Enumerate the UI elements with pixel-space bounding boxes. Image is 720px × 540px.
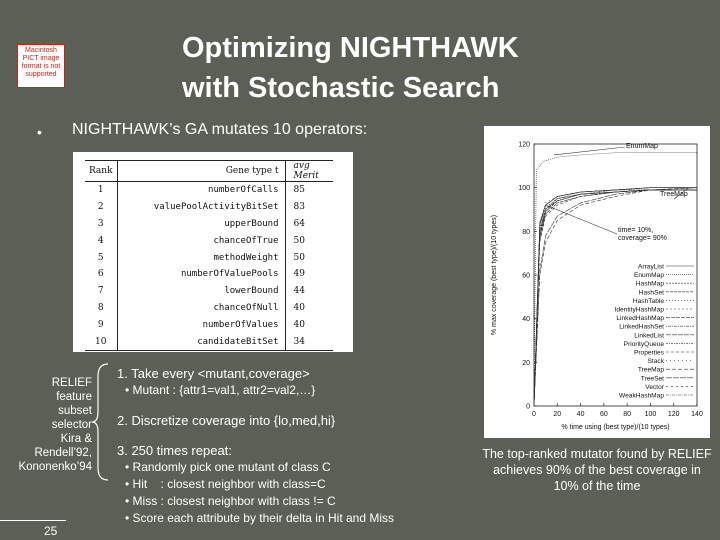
legend-entry: Properties [633, 349, 664, 357]
gene-type-cell: upperBound [117, 215, 285, 232]
legend-entry: LinkedList [634, 332, 664, 340]
coverage-chart [484, 126, 710, 438]
series-line [534, 188, 697, 406]
step-3-sub: • Hit : closest neighbor with class=C [125, 477, 326, 491]
legend-entry: WeakHashMap [619, 392, 664, 400]
relief-note [8, 376, 92, 474]
annotation-arrow-enummap [554, 147, 625, 155]
table-header-row [85, 161, 333, 182]
y-tick-label: 100 [518, 185, 530, 193]
avg-merit-cell: 40 [293, 303, 305, 314]
legend-entry: HashMap [635, 280, 664, 288]
series-line [534, 190, 697, 406]
gene-type-cell: methodWeight [117, 249, 285, 266]
coverage-chart-svg [484, 126, 710, 438]
step-3-sub: • Score each attribute by their delta in Hit and Miss [125, 511, 394, 525]
gene-type-cell: numberOfCalls [117, 182, 285, 199]
rank-cell: 8 [85, 300, 117, 317]
operator-table [85, 160, 333, 351]
series-line [534, 188, 697, 406]
page-number: 25 [44, 524, 58, 538]
table-body [85, 182, 333, 351]
step-1-sub: • Mutant : {attr1=val1, attr2=val2,…} [125, 383, 316, 397]
y-tick-label: 0 [526, 403, 530, 411]
relief-note-line: RELIEF [51, 377, 92, 389]
series-line [534, 188, 697, 406]
series-line [534, 188, 697, 406]
legend-entry: HashSet [638, 289, 664, 297]
x-tick-label: 140 [691, 411, 703, 418]
y-tick-label: 20 [522, 359, 530, 367]
x-tick-label: 80 [623, 411, 632, 418]
legend-entry: LinkedHashSet [619, 323, 664, 331]
y-tick-label: 40 [522, 316, 530, 324]
rank-cell: 4 [85, 232, 117, 249]
legend-entry: ArrayList [637, 263, 664, 271]
step-3-sub: • Randomly pick one mutant of class C [125, 460, 331, 474]
table-row [85, 334, 333, 351]
legend-entry: TreeSet [640, 375, 664, 383]
annotation-arrow-time [546, 205, 617, 234]
steps-list [117, 366, 477, 527]
rank-cell: 7 [85, 283, 117, 300]
table-row [85, 266, 333, 283]
series-line [534, 190, 697, 406]
y-tick-label: 120 [518, 141, 530, 149]
annotation-enummap: EnumMap [626, 143, 658, 150]
avg-merit-cell: 40 [293, 320, 305, 331]
x-tick-label: 40 [576, 411, 585, 418]
annotation-time: time= 10%, [618, 227, 654, 234]
x-axis-label: % time using (best type)/(10 types) [561, 424, 670, 431]
legend-entry: HashTable [632, 297, 664, 305]
annotation-coverage: coverage= 90% [618, 235, 667, 242]
gene-type-cell: chanceOfTrue [117, 232, 285, 249]
series-line [534, 188, 697, 406]
x-tick-label: 120 [667, 411, 680, 418]
operator-table-image [73, 152, 353, 352]
step-2: 2. Discretize coverage into {lo,med,hi} [117, 413, 336, 428]
table-row [85, 198, 333, 215]
step-1: 1. Take every <mutant,coverage> [117, 366, 310, 381]
series-line [534, 190, 697, 406]
x-tick-label: 60 [599, 411, 608, 418]
legend-entry: TreeMap [637, 366, 664, 374]
legend-entry: LinkedHashMap [616, 315, 664, 323]
series-line [534, 188, 697, 406]
header-gene-type: Gene type t [117, 161, 285, 182]
series-line [534, 188, 697, 406]
legend-entry: PriorityQueue [623, 340, 664, 348]
relief-note-line: feature [56, 391, 92, 403]
relief-note-line: selector [51, 419, 92, 431]
slide-title [182, 28, 602, 108]
rank-cell: 6 [85, 266, 117, 283]
bullet-text: NIGHTHAWK’s GA mutates 10 operators: [72, 121, 368, 138]
relief-note-line: Rendell’92, [34, 447, 92, 459]
avg-merit-cell: 50 [293, 252, 305, 263]
gene-type-cell: valuePoolActivityBitSet [117, 198, 285, 215]
y-axis-label: % max coverage (best type)/(10 types) [491, 214, 498, 336]
chart-caption: The top-ranked mutator found by RELIEF achieves 90% of the best coverage in 10% of the time [482, 447, 712, 493]
series-line [534, 190, 697, 406]
rank-cell: 2 [85, 198, 117, 215]
left-brace-icon [90, 362, 112, 482]
bullet-marker: • [37, 124, 42, 140]
rank-cell: 3 [85, 215, 117, 232]
y-tick-label: 60 [522, 272, 530, 280]
rank-cell: 5 [85, 249, 117, 266]
table-row [85, 182, 333, 199]
avg-merit-cell: 85 [293, 185, 305, 196]
table-row [85, 249, 333, 266]
x-tick-label: 20 [553, 411, 562, 418]
series-line [534, 190, 697, 406]
avg-merit-cell: 50 [293, 235, 305, 246]
y-tick-label: 80 [522, 228, 530, 236]
gene-type-cell: chanceOfNull [117, 300, 285, 317]
avg-merit-cell: 49 [293, 269, 305, 280]
step-3: 3. 250 times repeat: [117, 443, 232, 458]
rank-cell: 1 [85, 182, 117, 199]
table-row [85, 300, 333, 317]
slide-title-line-1: Optimizing NIGHTHAWK [182, 32, 519, 64]
legend-entry: Vector [645, 383, 664, 391]
series-line [534, 190, 697, 406]
step-3-sub: • Miss : closest neighbor with class != C [125, 494, 336, 508]
plot-frame [534, 144, 697, 406]
series-line [534, 190, 697, 406]
series-line [534, 190, 697, 406]
legend-entry: Stack [647, 358, 664, 366]
header-avg-merit: avg Merit [285, 161, 333, 182]
avg-merit-cell: 83 [293, 201, 305, 212]
relief-note-line: Kononenko’94 [18, 461, 92, 473]
annotation-treemap: TreeMap [660, 191, 688, 198]
gene-type-cell: candidateBitSet [117, 334, 285, 351]
unsupported-image-placeholder [17, 44, 65, 88]
legend-entry: EnumMap [633, 272, 664, 280]
rank-cell: 9 [85, 317, 117, 334]
avg-merit-cell: 44 [293, 286, 305, 297]
legend-entry: IdentityHashMap [614, 306, 664, 314]
rank-cell: 10 [85, 334, 117, 351]
slide-title-line-2: with Stochastic Search [182, 72, 500, 104]
page-number-rule [0, 520, 66, 521]
header-rank: Rank [85, 161, 117, 182]
gene-type-cell: lowerBound [117, 283, 285, 300]
relief-note-line: Kira & [60, 433, 92, 445]
x-tick-label: 0 [532, 411, 536, 418]
x-tick-label: 100 [644, 411, 657, 418]
gene-type-cell: numberOfValues [117, 317, 285, 334]
avg-merit-cell: 64 [293, 218, 305, 229]
step-3-subs [117, 459, 477, 527]
avg-merit-cell: 34 [285, 334, 333, 351]
table-row [85, 215, 333, 232]
relief-note-line: subset [58, 405, 92, 417]
table-row [85, 232, 333, 249]
unsupported-image-text: Macintosh PICT image format is not supported [21, 47, 61, 78]
table-row [85, 317, 333, 334]
gene-type-cell: numberOfValuePools [117, 266, 285, 283]
table-row [85, 283, 333, 300]
